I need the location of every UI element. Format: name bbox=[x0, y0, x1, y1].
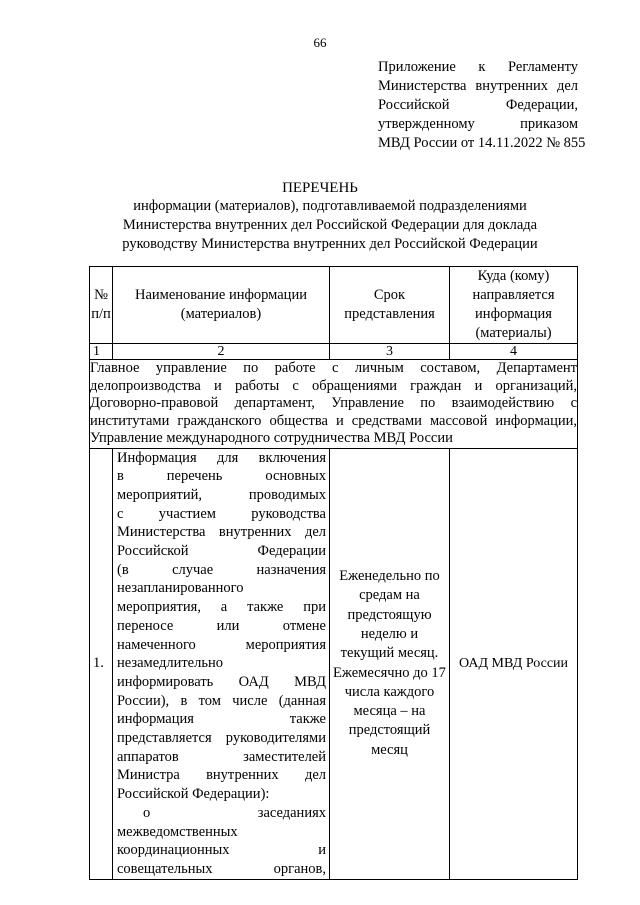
page-number: 66 bbox=[313, 35, 327, 50]
document-subtitle bbox=[100, 197, 560, 254]
appendix-line: Министерства внутренних дел bbox=[378, 78, 578, 94]
column-index-row bbox=[90, 344, 578, 360]
document-title: ПЕРЕЧЕНЬ bbox=[282, 180, 358, 196]
group-departments: Главное управление по работе с личным составом, Департамент делопроизводства и работы с обращениями граждан и организаций, Договорно-правовой департамент, Управление по взаимодействию с институтами гражданского общества и средствами массовой информации, Управление международного сотрудничества МВД России bbox=[90, 360, 577, 446]
appendix-line: Российской Федерации, bbox=[378, 97, 578, 113]
header-num: № п/п bbox=[90, 267, 113, 344]
table-row bbox=[90, 448, 578, 879]
header-name: Наименование информации (материалов) bbox=[113, 267, 330, 344]
subtitle-line: информации (материалов), подготавливаемой подразделениями bbox=[133, 198, 527, 214]
appendix-line: МВД России от 14.11.2022 № 855 bbox=[378, 135, 586, 151]
row-term: Еженедельно по средам на предстоящую неделю и текущий месяц. Ежемесячно до 17 числа каждого месяца – на предстоящий месяц bbox=[330, 448, 450, 879]
appendix-line: Приложение к Регламенту bbox=[378, 59, 578, 75]
group-row bbox=[90, 360, 578, 449]
column-index: 1 bbox=[90, 344, 113, 360]
header-term: Срок представления bbox=[330, 267, 450, 344]
information-table bbox=[89, 266, 578, 880]
column-index: 4 bbox=[450, 344, 578, 360]
row-name: Информация для включения в перечень основных мероприятий, проводимых с участием руководства Министерства внутренних дел Российской Федерации (в случае назначения незапланированного мероприятия, а также при переносе или отмене намеченного мероприятия незамедлительно информировать ОАД МВД России), в том числе (данная информация также представляется руководителями аппаратов заместителей Министра внутренних дел Российской Федерации): о заседаниях межведомственных координационных и совещательных органов, bbox=[113, 448, 330, 879]
header-destination: Куда (кому) направляется информация (материалы) bbox=[450, 267, 578, 344]
row-destination: ОАД МВД России bbox=[450, 448, 578, 879]
row-number: 1. bbox=[90, 448, 113, 879]
appendix-note bbox=[378, 58, 586, 153]
column-index: 3 bbox=[330, 344, 450, 360]
subtitle-line: руководству Министерства внутренних дел Российской Федерации bbox=[122, 236, 538, 252]
column-index: 2 bbox=[113, 344, 330, 360]
table-header-row bbox=[90, 267, 578, 344]
subtitle-line: Министерства внутренних дел Российской Федерации для доклада bbox=[122, 217, 538, 233]
appendix-line: утвержденному приказом bbox=[378, 116, 578, 132]
